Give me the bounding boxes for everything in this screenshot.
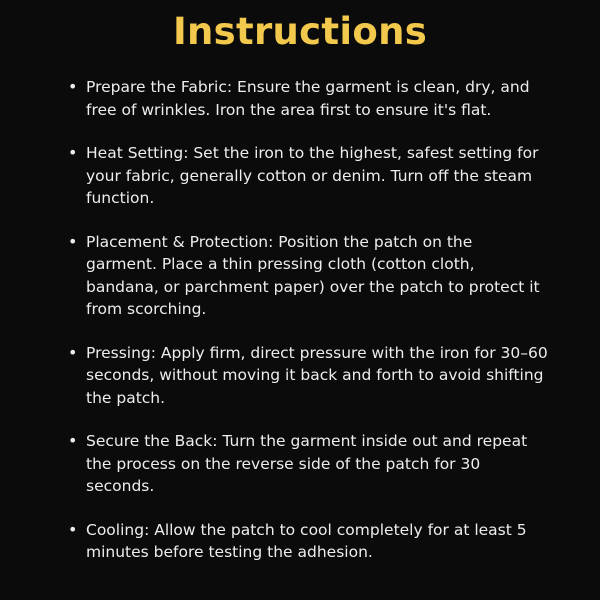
instruction-text: Pressing: Apply firm, direct pressure with the iron for 30–60 seconds, without moving it back and forth to avoid shifting the patch.: [86, 343, 548, 407]
bullet-dot-icon: •: [68, 431, 78, 450]
instruction-text: Heat Setting: Set the iron to the highest, safest setting for your fabric, generally cotton or denim. Turn off the steam function.: [86, 144, 539, 207]
list-item: [68, 430, 548, 498]
instruction-text: Secure the Back: Turn the garment inside out and repeat the process on the reverse side of the patch for 30 seconds.: [86, 432, 528, 495]
list-item: [68, 231, 548, 321]
instruction-text: Cooling: Allow the patch to cool completely for at least 5 minutes before testing the adhesion.: [86, 520, 527, 561]
instruction-text: Placement & Protection: Position the patch on the garment. Place a thin pressing cloth (cotton cloth, bandana, or parchment paper) over the patch to protect it from scorching.: [86, 232, 540, 318]
page-title: Instructions: [172, 10, 428, 53]
bullet-dot-icon: •: [68, 143, 78, 162]
instruction-text: Prepare the Fabric: Ensure the garment is clean, dry, and free of wrinkles. Iron the area first to ensure it's flat.: [86, 78, 530, 119]
bullet-dot-icon: •: [68, 519, 78, 539]
list-item: [68, 519, 548, 564]
instructions-list: [68, 76, 548, 585]
bullet-dot-icon: •: [68, 342, 78, 362]
list-item: [68, 142, 548, 210]
bullet-dot-icon: •: [68, 77, 78, 96]
list-item: [68, 76, 548, 121]
list-item: [68, 342, 548, 410]
bullet-dot-icon: •: [68, 231, 78, 251]
